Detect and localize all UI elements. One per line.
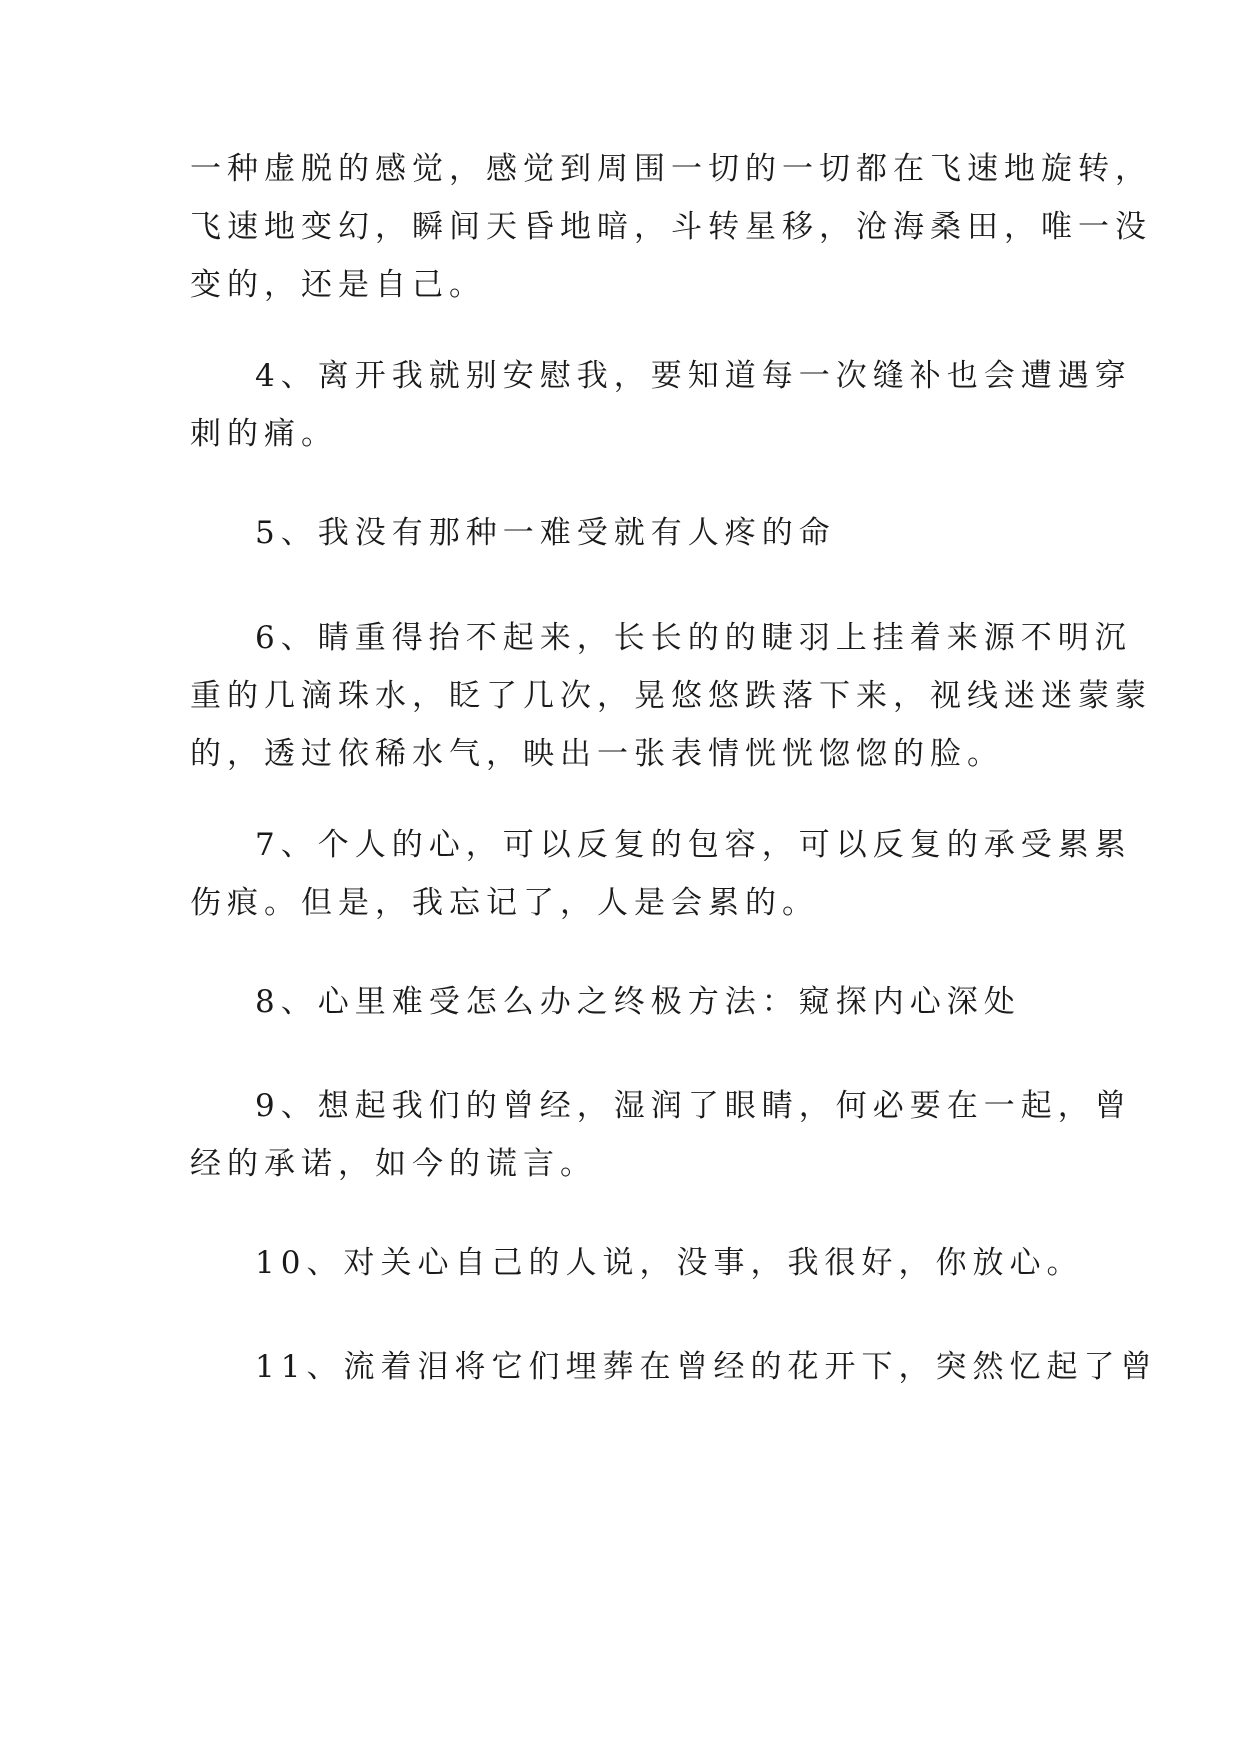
text-line: 9、想起我们的曾经，湿润了眼睛，何必要在一起，曾	[255, 1088, 1132, 1124]
text-line: 重的几滴珠水，眨了几次，晃悠悠跌落下来，视线迷迷蒙蒙	[190, 678, 1152, 714]
text-line: 6、睛重得抬不起来，长长的的睫羽上挂着来源不明沉	[255, 620, 1132, 656]
paragraph-item-10	[190, 1234, 1084, 1292]
paragraph-item-8	[190, 973, 1060, 1031]
text-line: 4、离开我就别安慰我，要知道每一次缝补也会遭遇穿	[255, 358, 1132, 394]
text-line: 变的，还是自己。	[190, 267, 486, 303]
paragraph-item-4	[190, 347, 1132, 463]
text-line: 刺的痛。	[190, 416, 338, 452]
paragraph-item-9	[190, 1077, 1132, 1193]
text-line: 10、对关心自己的人说，没事，我很好，你放心。	[255, 1245, 1084, 1281]
text-line: 8、心里难受怎么办之终极方法：窥探内心深处	[255, 984, 1021, 1020]
text-line: 5、我没有那种一难受就有人疼的命	[255, 515, 836, 551]
paragraph-item-11	[190, 1338, 1158, 1396]
paragraph-continuation	[190, 140, 1152, 314]
text-line: 的，透过依稀水气，映出一张表情恍恍惚惚的脸。	[190, 736, 1004, 772]
text-line: 11、流着泪将它们埋葬在曾经的花开下，突然忆起了曾	[255, 1349, 1158, 1385]
text-line: 伤痕。但是，我忘记了，人是会累的。	[190, 885, 819, 921]
text-line: 7、个人的心，可以反复的包容，可以反复的承受累累	[255, 827, 1132, 863]
paragraph-item-5	[190, 504, 1060, 562]
text-line: 飞速地变幻，瞬间天昏地暗，斗转星移，沧海桑田，唯一没	[190, 209, 1152, 245]
paragraph-item-7	[190, 816, 1132, 932]
text-line: 经的承诺，如今的谎言。	[190, 1146, 597, 1182]
paragraph-item-6	[190, 609, 1152, 783]
text-line: 一种虚脱的感觉，感觉到周围一切的一切都在飞速地旋转，	[190, 151, 1152, 187]
